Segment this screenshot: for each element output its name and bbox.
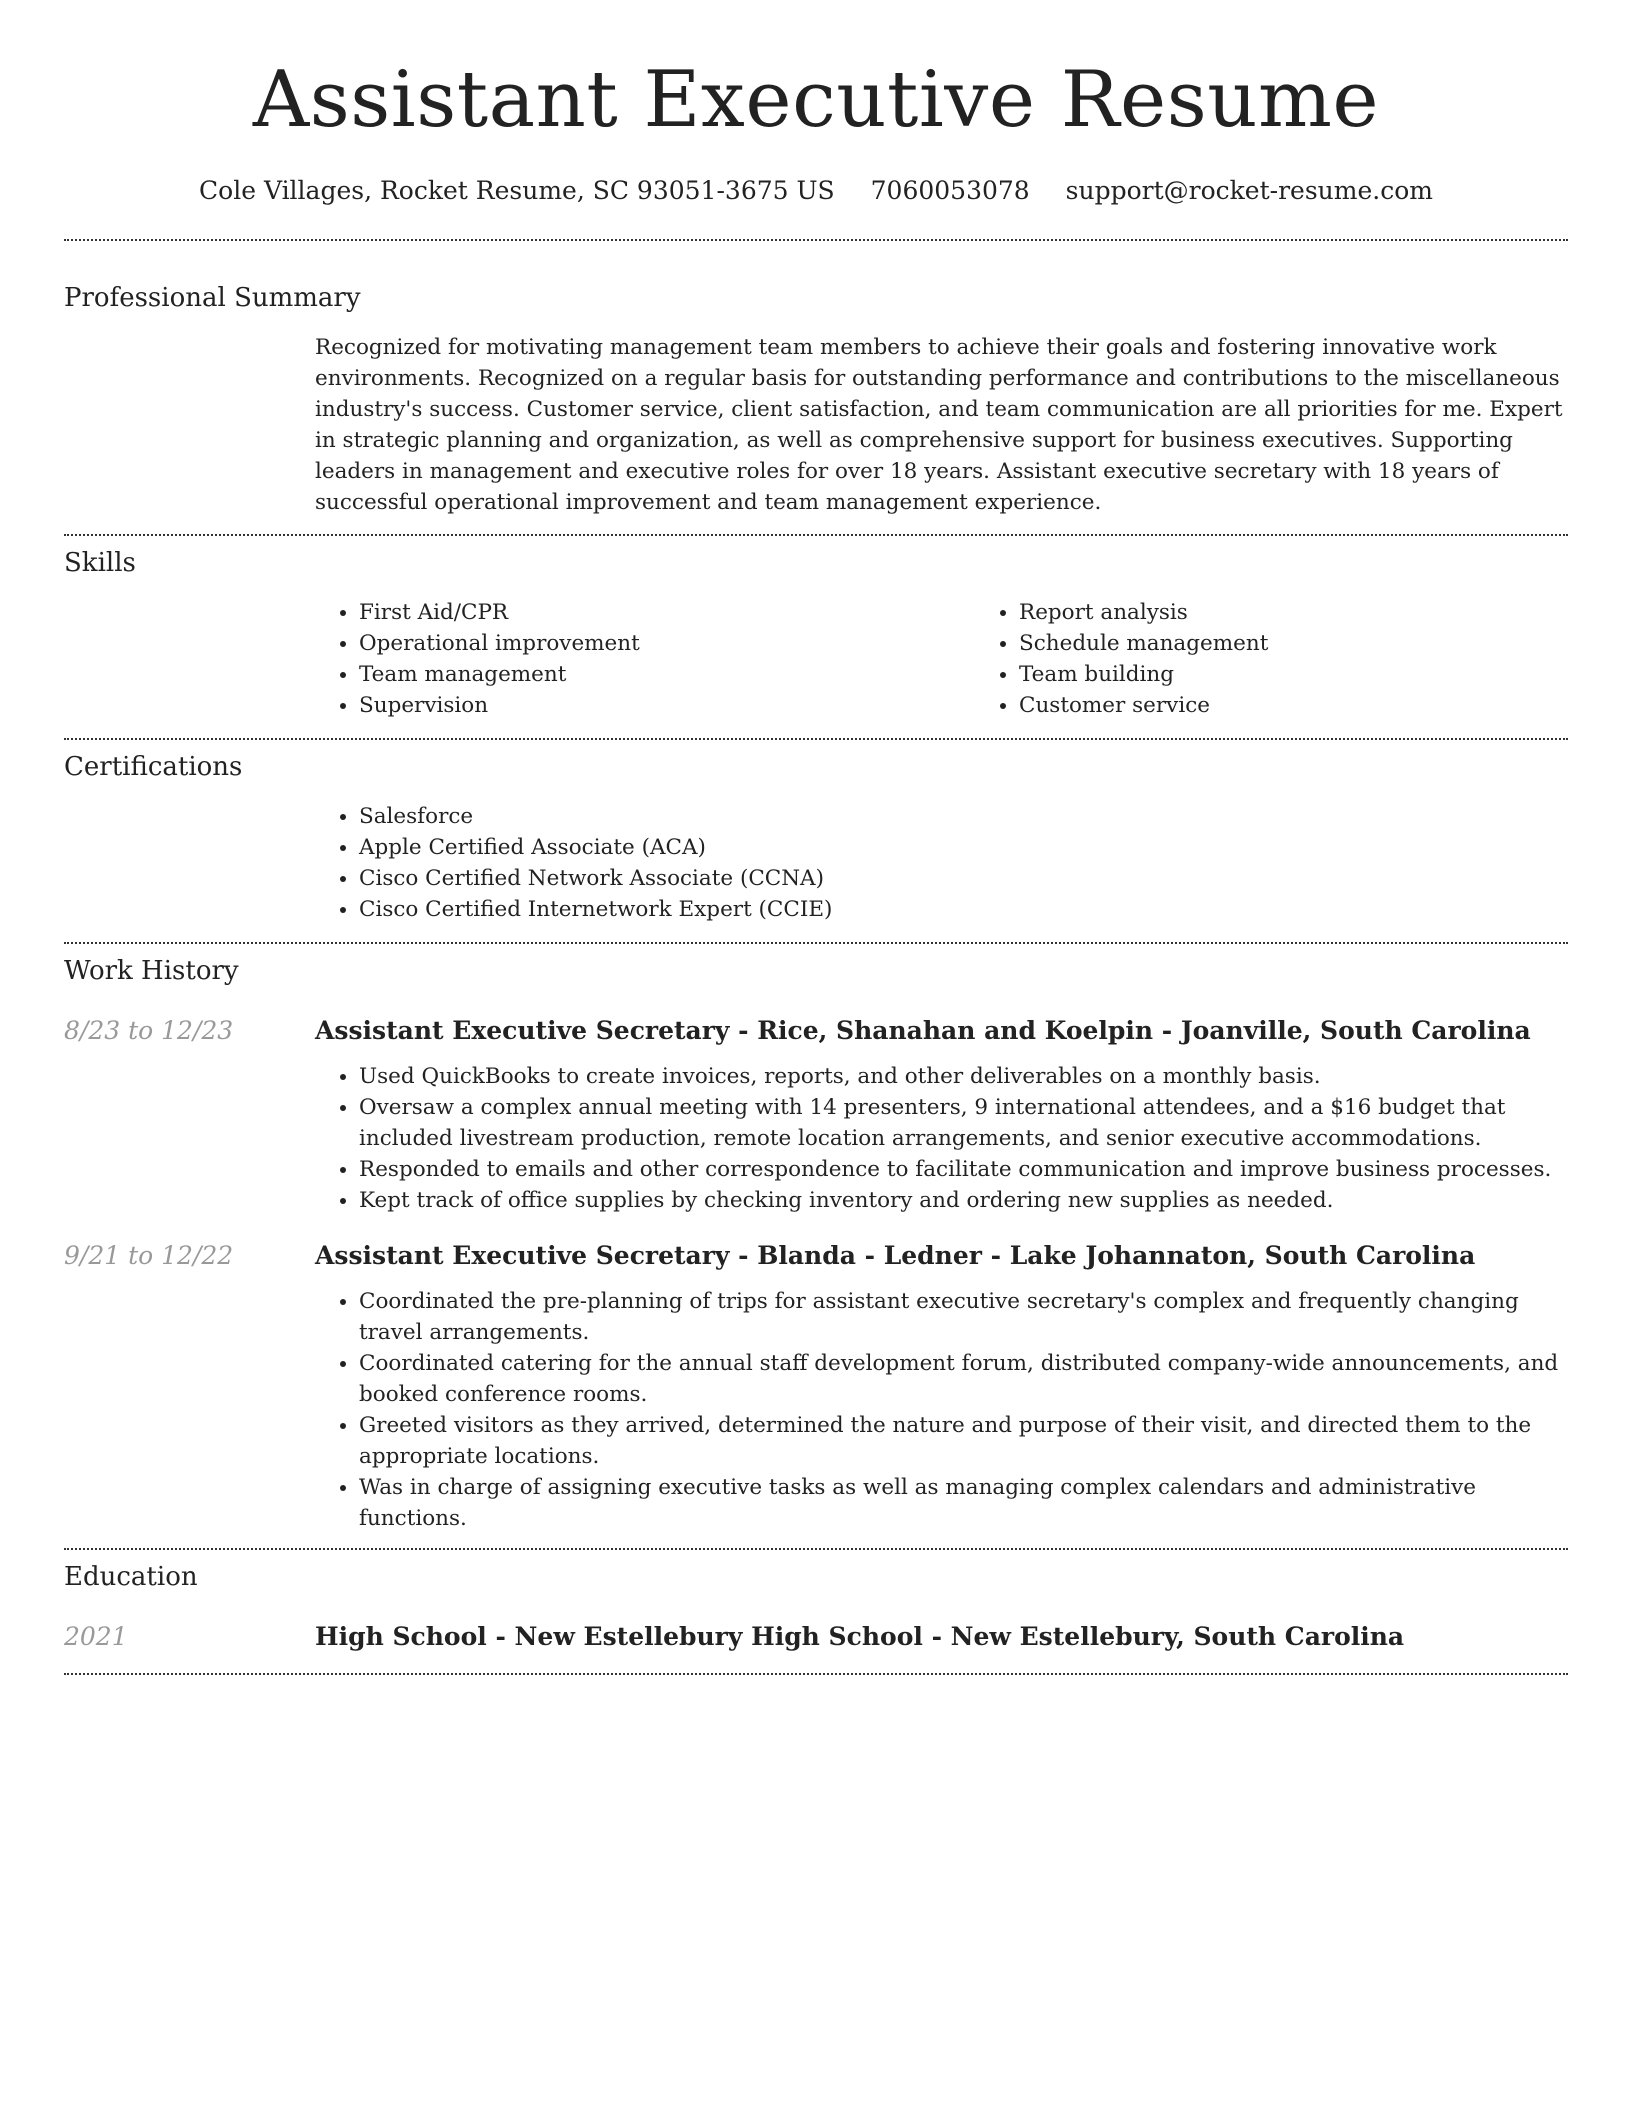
job-dates: 8/23 to 12/23 — [64, 1016, 234, 1045]
job-bullet: • Coordinated catering for the annual staff development forum, distributed company-wide announcements, and booked conference rooms. — [359, 1348, 1568, 1410]
job-bullet: • Greeted visitors as they arrived, determined the nature and purpose of their visit, and directed them to the appropriate locations. — [359, 1410, 1568, 1472]
section-title-summary: Professional Summary — [64, 283, 361, 313]
certification-item: • Salesforce — [359, 801, 1568, 832]
education-heading: High School - New Estellebury High School - New Estellebury, South Carolina — [315, 1622, 1405, 1651]
section-title-skills: Skills — [64, 548, 136, 578]
job-heading: Assistant Executive Secretary - Blanda - Ledner - Lake Johannaton, South Carolina — [315, 1241, 1476, 1270]
divider — [64, 1673, 1568, 1675]
job-bullet: • Coordinated the pre-planning of trips for assistant executive secretary's complex and frequently changing travel arrangements. — [359, 1286, 1568, 1348]
skills-section — [64, 536, 1568, 738]
certifications-list — [315, 801, 1568, 925]
job-bullet: • Responded to emails and other correspondence to facilitate communication and improve business processes. — [359, 1154, 1568, 1185]
skill-item: • First Aid/CPR — [359, 597, 975, 628]
contact-phone: 7060053078 — [870, 176, 1030, 205]
job-dates: 9/21 to 12/22 — [64, 1241, 234, 1270]
resume-header — [64, 0, 1568, 208]
certifications-section — [64, 740, 1568, 942]
certification-item: • Apple Certified Associate (ACA) — [359, 832, 1568, 863]
job-entry — [64, 1015, 1568, 1216]
work-history-section — [64, 944, 1568, 1548]
skill-item: • Team building — [1019, 659, 1632, 690]
job-bullets — [315, 1286, 1568, 1534]
summary-section — [64, 241, 1568, 534]
section-title-work-history: Work History — [64, 956, 239, 986]
job-bullet: • Used QuickBooks to create invoices, reports, and other deliverables on a monthly basis. — [359, 1061, 1568, 1092]
skill-item: • Report analysis — [1019, 597, 1632, 628]
job-bullet: • Kept track of office supplies by checking inventory and ordering new supplies as needed. — [359, 1185, 1568, 1216]
job-entry — [64, 1240, 1568, 1534]
summary-text: Recognized for motivating management team members to achieve their goals and fostering innovative work environments. Recognized on a regular basis for outstanding performance and contributions to the miscellaneous industry's success. Customer service, client satisfaction, and team communication are all priorities for me. Expert in strategic planning and organization, as well as comprehensive support for business executives. Supporting leaders in management and executive roles for over 18 years. Assistant executive secretary with 18 years of successful operational improvement and team management experience. — [315, 335, 1563, 515]
skill-item: • Schedule management — [1019, 628, 1632, 659]
job-bullet: • Was in charge of assigning executive tasks as well as managing complex calendars and administrative functions. — [359, 1472, 1568, 1534]
skill-item: • Team management — [359, 659, 975, 690]
certification-item: • Cisco Certified Network Associate (CCNA) — [359, 863, 1568, 894]
contact-email: support@rocket-resume.com — [1065, 176, 1433, 205]
skill-item: • Supervision — [359, 690, 975, 721]
education-year: 2021 — [64, 1622, 128, 1651]
skill-item: • Customer service — [1019, 690, 1632, 721]
job-bullet: • Oversaw a complex annual meeting with 14 presenters, 9 international attendees, and a $16 budget that included livestream production, remote location arrangements, and senior executive accommodations. — [359, 1092, 1568, 1154]
section-title-education: Education — [64, 1562, 198, 1592]
job-heading: Assistant Executive Secretary - Rice, Shanahan and Koelpin - Joanville, South Carolina — [315, 1016, 1531, 1045]
skills-column-1 — [315, 597, 975, 721]
resume-title: Assistant Executive Resume — [252, 55, 1380, 145]
education-section — [64, 1550, 1568, 1653]
contact-line — [64, 174, 1568, 208]
certification-item: • Cisco Certified Internetwork Expert (CCIE) — [359, 894, 1568, 925]
skills-column-2 — [975, 597, 1632, 721]
job-bullets — [315, 1061, 1568, 1216]
section-title-certifications: Certifications — [64, 752, 243, 782]
contact-address: Cole Villages, Rocket Resume, SC 93051-3675 US — [199, 176, 835, 205]
skill-item: • Operational improvement — [359, 628, 975, 659]
